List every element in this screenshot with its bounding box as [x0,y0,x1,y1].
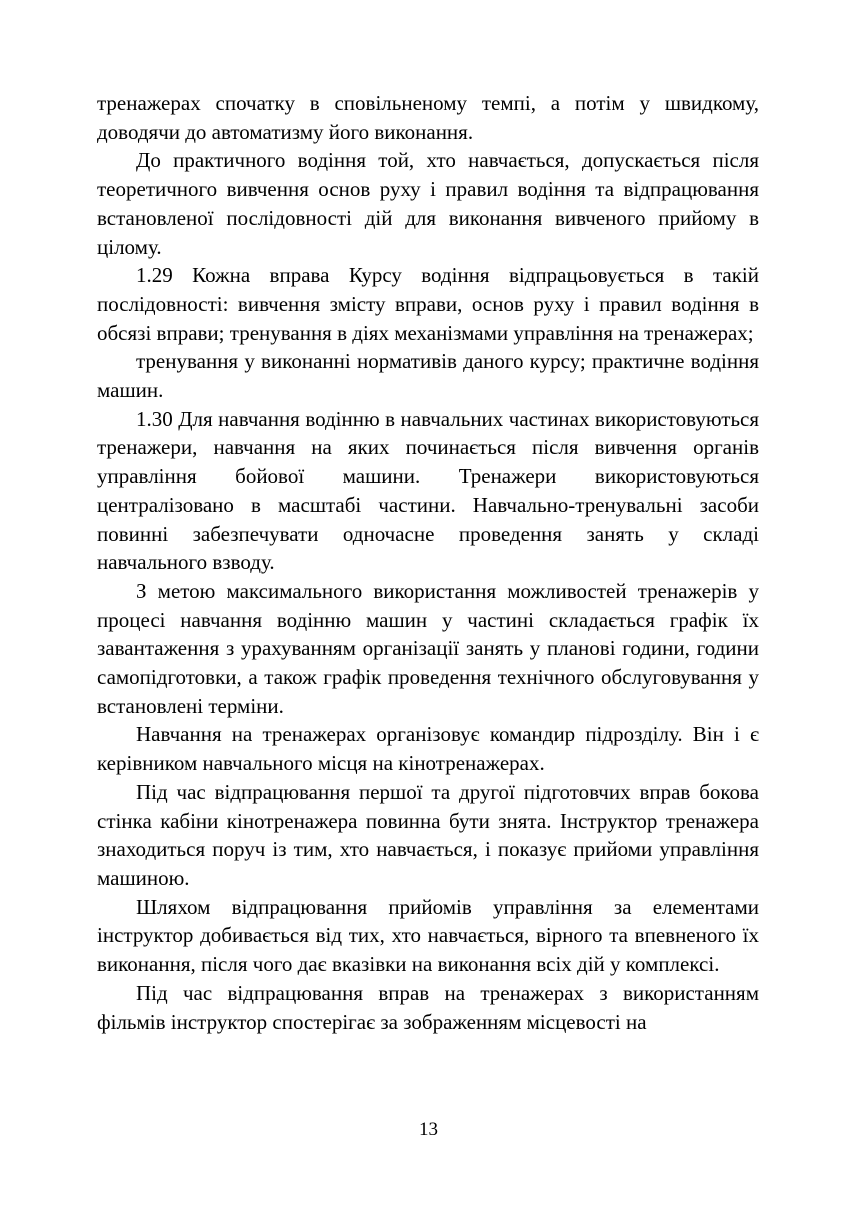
paragraph-3: 1.29 Кожна вправа Курсу водіння відпрацьовується в такій послідовності: вивчення змісту вправи, основ руху і правил водіння в обсязі вправи; тренування в діях механізмами управління на тренажерах; [97,263,759,345]
paragraph-2: До практичного водіння той, хто навчається, допускається після теоретичного вивчення основ руху і правил водіння та відпрацювання встановленої послідовності дій для виконання вивченого прийому в цілому. [97,148,759,259]
paragraph-5: 1.30 Для навчання водінню в навчальних частинах використовуються тренажери, навчання на яких починається після вивчення органів управління бойової машини. Тренажери використовуються централізовано в масштабі частини. Навчально-тренувальні засоби повинні забезпечувати одночасне проведення занять у складі навчального взводу. [97,406,759,575]
paragraph-7: Навчання на тренажерах організовує командир підрозділу. Він і є керівником навчального місця на кінотренажерах. [97,722,759,776]
paragraph-10: Під час відпрацювання вправ на тренажерах з використанням фільмів інструктор спостерігає за зображенням місцевості на [97,980,759,1034]
page-number: 13 [419,1119,438,1140]
paragraph-9: Шляхом відпрацювання прийомів управління за елементами інструктор добивається від тих, хто навчається, вірного та впевненого їх виконання, після чого дає вказівки на виконання всіх дій у комплексі. [97,894,759,977]
paragraph-8: Під час відпрацювання першої та другої підготовчих вправ бокова стінка кабіни кінотренажера повинна бути знята. Інструктор тренажера знаходиться поруч із тим, хто навчається, і показує прийоми управління машиною. [97,779,759,890]
body-text [97,89,759,1036]
paragraph-1: тренажерах спочатку в сповільненому темпі, а потім у швидкому, доводячи до автоматизму його виконання. [97,91,759,144]
paragraph-4: тренування у виконанні нормативів даного курсу; практичне водіння машин. [97,349,759,403]
paragraph-6: З метою максимального використання можливостей тренажерів у процесі навчання водінню машин у частині складається графік їх завантаження з урахуванням організації занять у планові години, години самопідготовки, а також графік проведення технічного обслуговування у встановлені терміни. [97,578,759,718]
